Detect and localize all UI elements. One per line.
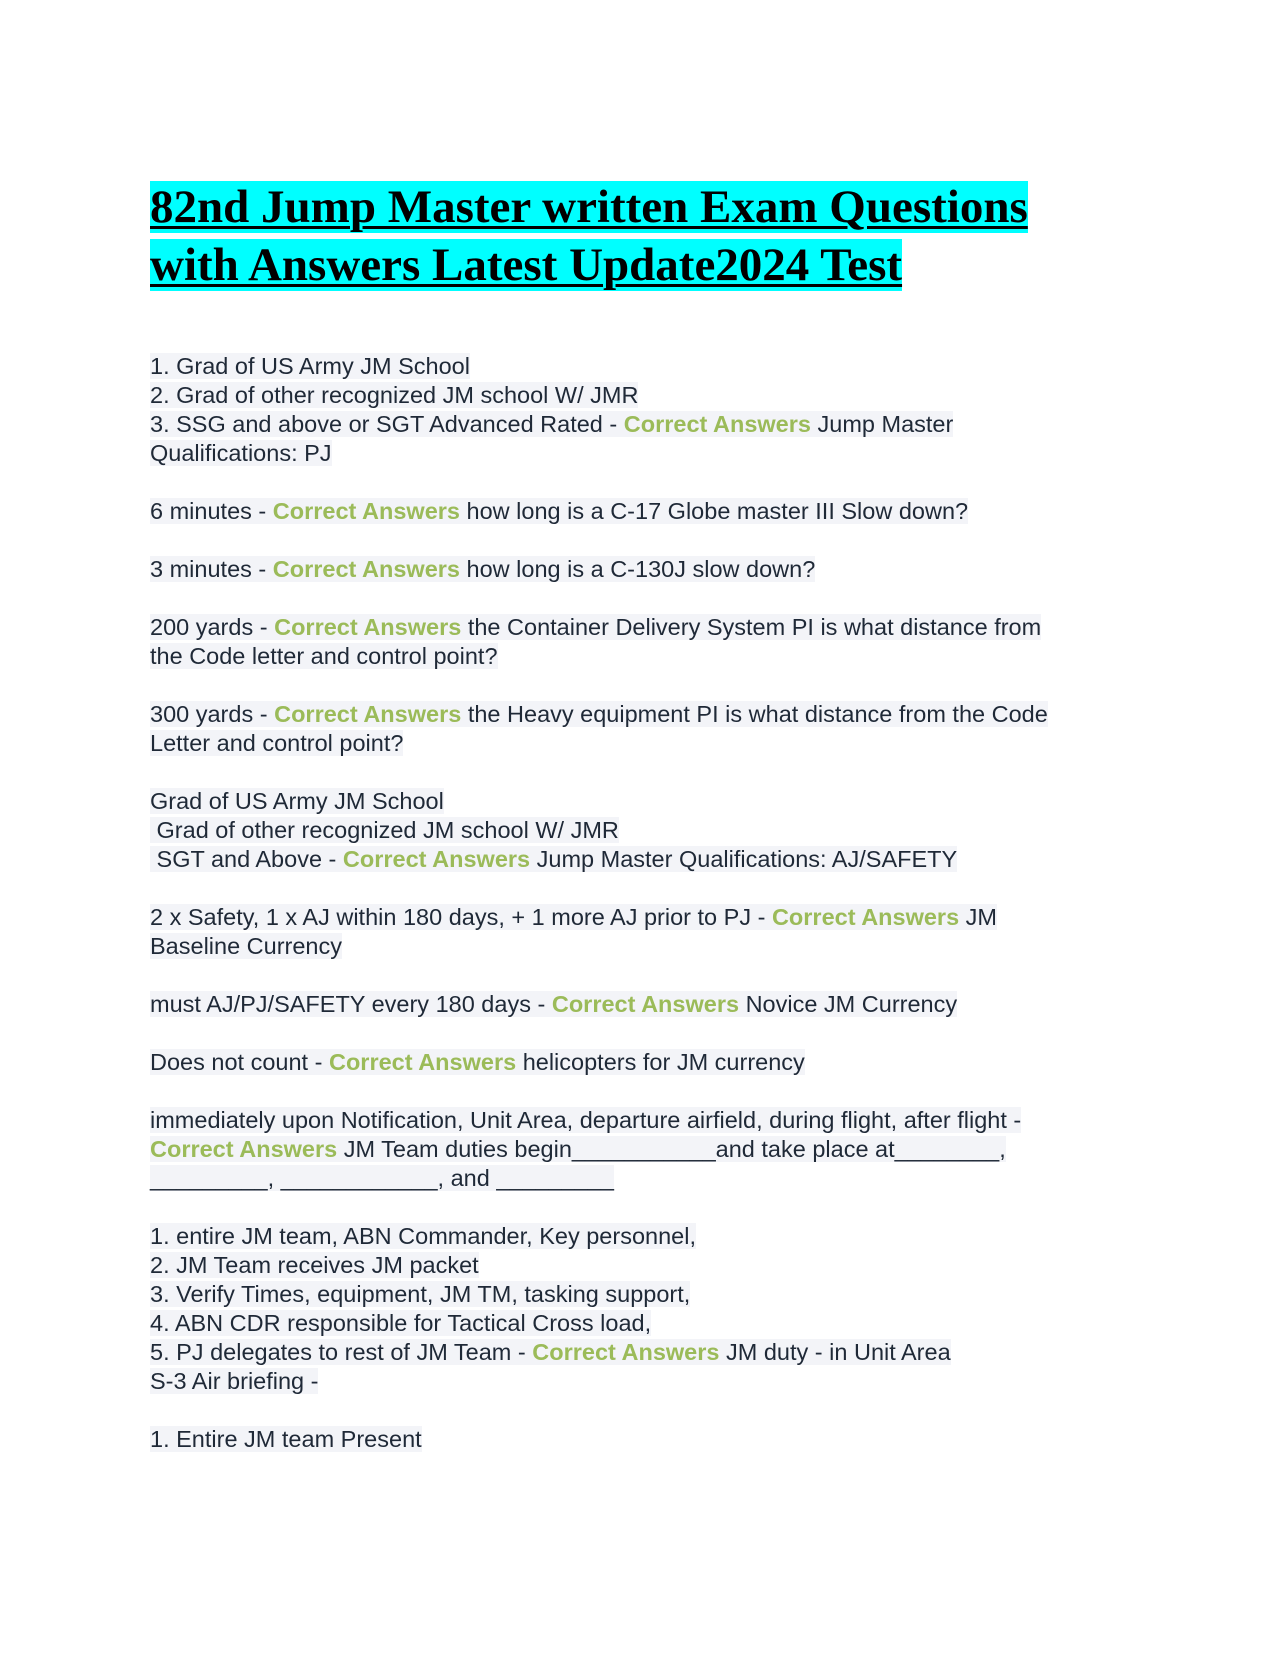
correct-answers-label: Correct Answers <box>342 846 531 872</box>
question-text: 200 yards - <box>150 614 275 640</box>
answer-text: Novice JM Currency <box>739 991 958 1017</box>
qa-item <box>150 700 1130 758</box>
question-text: 3 minutes - <box>150 556 273 582</box>
text-line: 1. entire JM team, ABN Commander, Key personnel, <box>150 1223 696 1249</box>
question-text: 5. PJ delegates to rest of JM Team - <box>150 1339 533 1365</box>
answer-text: _________, ____________, and _________ <box>150 1165 614 1191</box>
answer-text: the Container Delivery System PI is what distance from <box>461 614 1042 640</box>
answer-text: JM duty - in Unit Area <box>719 1339 951 1365</box>
text-line: 1. Entire JM team Present <box>150 1426 422 1452</box>
correct-answers-label: Correct Answers <box>551 991 740 1017</box>
answer-text: JM Team duties begin___________and take place at________, <box>337 1136 1006 1162</box>
correct-answers-label: Correct Answers <box>771 904 960 930</box>
qa-item <box>150 1222 1130 1396</box>
question-text: Does not count - <box>150 1049 329 1075</box>
correct-answers-label: Correct Answers <box>272 556 460 582</box>
question-text: must AJ/PJ/SAFETY every 180 days - <box>150 991 552 1017</box>
document-page <box>150 178 1130 1483</box>
qa-item <box>150 903 1130 961</box>
text-line: Grad of US Army JM School <box>150 788 444 814</box>
question-text: 2 x Safety, 1 x AJ within 180 days, + 1 more AJ prior to PJ - <box>150 904 772 930</box>
correct-answers-label: Correct Answers <box>274 614 462 640</box>
answer-text: how long is a C-17 Globe master III Slow down? <box>459 498 969 524</box>
qa-item <box>150 352 1130 468</box>
qa-item <box>150 613 1130 671</box>
correct-answers-label: Correct Answers <box>150 1136 338 1162</box>
question-text: 300 yards - <box>150 701 275 727</box>
qa-item <box>150 990 1130 1019</box>
correct-answers-label: Correct Answers <box>532 1339 720 1365</box>
answer-text: how long is a C-130J slow down? <box>459 556 816 582</box>
text-line: 4. ABN CDR responsible for Tactical Cross load, <box>150 1310 652 1336</box>
question-text: 3. SSG and above or SGT Advanced Rated - <box>150 411 624 437</box>
answer-text: Qualifications: PJ <box>150 440 332 466</box>
qa-content <box>150 352 1130 1454</box>
answer-text: Letter and control point? <box>150 730 404 756</box>
text-line: S-3 Air briefing - <box>150 1368 319 1394</box>
qa-item <box>150 787 1130 874</box>
correct-answers-label: Correct Answers <box>328 1049 517 1075</box>
qa-item <box>150 1106 1130 1193</box>
qa-item <box>150 1048 1130 1077</box>
qa-item <box>150 1425 1130 1454</box>
answer-text: Jump Master <box>810 411 954 437</box>
text-line: Grad of other recognized JM school W/ JMR <box>150 817 619 843</box>
answer-text: Jump Master Qualifications: AJ/SAFETY <box>530 846 958 872</box>
text-line: 1. Grad of US Army JM School <box>150 353 470 379</box>
qa-item <box>150 555 1130 584</box>
correct-answers-label: Correct Answers <box>623 411 811 437</box>
answer-text: JM <box>959 904 998 930</box>
text-line: 2. JM Team receives JM packet <box>150 1252 479 1278</box>
title-line-2: with Answers Latest Update2024 Test <box>150 239 903 291</box>
question-text: 6 minutes - <box>150 498 273 524</box>
correct-answers-label: Correct Answers <box>274 701 462 727</box>
text-line: 3. Verify Times, equipment, JM TM, tasking support, <box>150 1281 691 1307</box>
document-title <box>150 178 1130 294</box>
question-text: SGT and Above - <box>150 846 343 872</box>
correct-answers-label: Correct Answers <box>272 498 460 524</box>
text-line: 2. Grad of other recognized JM school W/ JMR <box>150 382 639 408</box>
answer-text: helicopters for JM currency <box>516 1049 805 1075</box>
title-line-1: 82nd Jump Master written Exam Questions <box>150 181 1028 233</box>
answer-text: Baseline Currency <box>150 933 343 959</box>
answer-text: the Code letter and control point? <box>150 643 498 669</box>
question-text: immediately upon Notification, Unit Area, departure airfield, during flight, after flight - <box>150 1107 1022 1133</box>
answer-text: the Heavy equipment PI is what distance from the Code <box>461 701 1048 727</box>
qa-item <box>150 497 1130 526</box>
